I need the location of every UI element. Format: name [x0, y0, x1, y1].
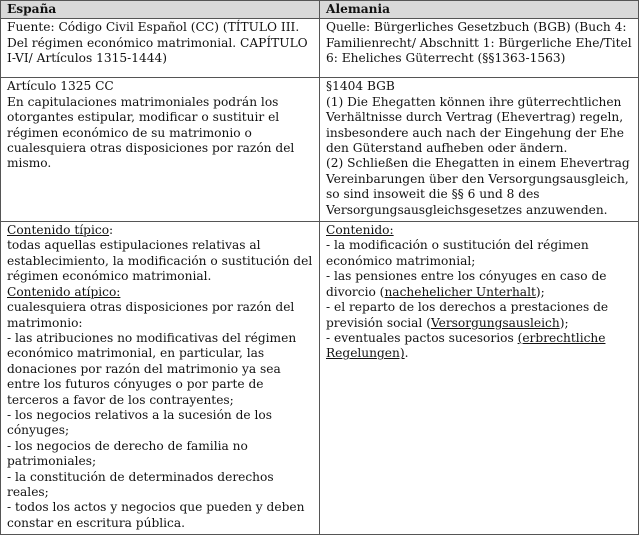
- article-spain-text: En capitulaciones matrimoniales podrán los otorgantes estipular, modificar o sustituir el régimen económico de su matrimonio o cualesquiera otras disposiciones por razón del mismo.: [7, 94, 295, 171]
- item-3-german-term: Versorgungsausleich: [430, 315, 560, 330]
- item-4-german-term: (erbrechtliche Regelungen): [326, 330, 606, 361]
- article-spain: [1, 78, 320, 222]
- content-row: [1, 222, 639, 535]
- content-germany-item-3: [326, 300, 632, 331]
- atypical-item: - todos los actos y negocios que pueden y deben constar en escritura pública.: [7, 500, 305, 530]
- typical-content-colon: :: [109, 223, 114, 238]
- source-row: [1, 19, 639, 78]
- item-2-text: - las pensiones entre los cónyuges en caso de divorcio (: [326, 269, 607, 299]
- header-spain: España: [1, 1, 320, 19]
- article-germany-paragraph-2: (2) Schließen die Ehegatten in einem Ehevertrag Vereinbarungen über den Versorgungsausgleich, so sind insoweit die §§ 6 und 8 des Versorgungsausgleichsgesetzes anzuwenden.: [326, 156, 630, 217]
- article-germany-paragraph-1: (1) Die Ehegatten können ihre güterrechtlichen Verhältnisse durch Vertrag (Ehevertrag) regeln, insbesondere auch nach der Eingehung der Ehe den Güterstand aufheben oder ändern.: [326, 94, 624, 156]
- atypical-item: - los negocios relativos a la sucesión de los cónyuges;: [7, 407, 273, 438]
- item-3-end: );: [559, 315, 569, 330]
- article-spain-title: Artículo 1325 CC: [7, 79, 114, 94]
- content-germany-heading: Contenido:: [326, 223, 394, 238]
- source-germany: Quelle: Bürgerliches Gesetzbuch (BGB) (Buch 4: Familienrecht/ Abschnitt 1: Bürgerliche Ehe/Titel 6: Eheliches Güterrecht (§§1363-1563): [320, 19, 639, 78]
- item-2-german-term: nachehelicher Unterhalt: [384, 284, 536, 299]
- article-germany: [320, 78, 639, 222]
- atypical-item: - la constitución de determinados derechos reales;: [7, 469, 274, 499]
- atypical-content-heading: Contenido atípico:: [7, 284, 121, 299]
- header-row: [1, 1, 639, 19]
- content-germany-item-2: [326, 269, 632, 300]
- atypical-content-intro: cualesquiera otras disposiciones por razón del matrimonio:: [7, 300, 295, 330]
- header-germany: Alemania: [320, 1, 639, 19]
- item-3-text: - el reparto de los derechos a prestaciones de previsión social (: [326, 300, 609, 330]
- typical-content-text: todas aquellas estipulaciones relativas al establecimiento, la modificación o sustitución del régimen económico matrimonial.: [7, 238, 313, 284]
- source-spain: Fuente: Código Civil Español (CC) (TÍTULO III. Del régimen económico matrimonial. CAPÍTULO I-VI/ Artículos 1315-1444): [1, 19, 320, 78]
- typical-content-heading-line: [7, 223, 313, 238]
- article-row: [1, 78, 639, 222]
- item-4-end: .: [404, 346, 409, 361]
- atypical-item: - los negocios de derecho de familia no patrimoniales;: [7, 438, 248, 469]
- item-2-end: );: [535, 284, 545, 299]
- item-4-text: - eventuales pactos sucesorios: [326, 330, 518, 345]
- content-spain: [1, 222, 320, 535]
- content-germany-item-4: [326, 331, 632, 362]
- atypical-item: - las atribuciones no modificativas del régimen económico matrimonial, en particular, las donaciones por razón del matrimonio ya sea entre los futuros cónyuges o por parte de terceros a favor de los contrayentes;: [7, 330, 297, 407]
- article-germany-title: §1404 BGB: [326, 79, 395, 94]
- typical-content-heading: Contenido típico: [7, 223, 110, 238]
- content-germany-item-1: - la modificación o sustitución del régimen económico matrimonial;: [326, 238, 589, 268]
- content-germany: [320, 222, 639, 535]
